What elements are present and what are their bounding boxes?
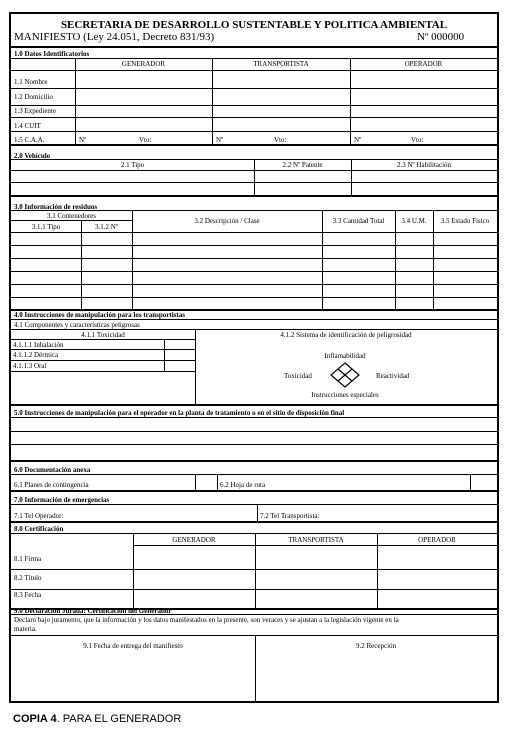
- s1-row-caa: 1.5 C.A.A.: [14, 136, 45, 144]
- s4-components: 4.1 Componentes y características peligrosas: [14, 321, 140, 329]
- s3-um: 3.4 U.M.: [401, 217, 427, 225]
- copy-footer: [13, 713, 181, 725]
- caa-vto-transportista: Vto:: [274, 136, 287, 144]
- s3-descripcion: 3.2 Descripción / Clase: [194, 217, 260, 225]
- section-3-title: 3.0 Información de residuos: [14, 203, 98, 211]
- manifest-number: Nº 000000: [417, 31, 465, 43]
- s1-col-transportista: TRANSPORTISTA: [253, 60, 309, 68]
- section-4-title: 4.0 Instrucciones de manipulación para los transportistas: [14, 311, 185, 319]
- s3-numero: 3.1.2 Nº: [95, 223, 118, 231]
- diamond-top-label: Inflamabilidad: [324, 352, 366, 360]
- divider: [11, 46, 497, 48]
- s3-cantidad: 3.3 Cantidad Total: [332, 217, 385, 225]
- s2-col-tipo: 2.1 Tipo: [120, 161, 145, 169]
- s4-oral: 4.1.1.3 Oral: [13, 362, 47, 370]
- section-7-title: 7.0 Información de emergencias: [14, 496, 110, 504]
- s8-firma: 8.1 Firma: [14, 555, 42, 563]
- hazard-diamond-icon: [330, 362, 360, 388]
- s8-fecha: 8.3 Fecha: [14, 591, 42, 599]
- s3-estado: 3.5 Estado Físico: [440, 217, 490, 225]
- caa-no-operador: Nº: [354, 136, 362, 144]
- s3-tipo: 3.1.1 Tipo: [31, 223, 61, 231]
- s9-declaration-text-2: materia.: [14, 625, 37, 633]
- section-5-title: 5.0 Instrucciones de manipulación para el operador en la planta de tratamiento o en el sitio de disposición final: [14, 409, 345, 417]
- diamond-left-label: Toxicidad: [284, 372, 312, 380]
- diamond-right-label: Reactividad: [376, 372, 410, 380]
- section-6-title: 6.0 Documentación anexa: [14, 466, 91, 474]
- s4-inhalacion: 4.1.1.1 Inhalación: [13, 341, 64, 349]
- diamond-bottom-label: Instrucciones especiales: [311, 391, 379, 399]
- s8-col-generador: GENERADOR: [172, 536, 216, 544]
- s1-col-generador: GENERADOR: [121, 60, 166, 68]
- manifest-title: MANIFIESTO (Ley 24.051, Decreto 831/93): [14, 31, 215, 43]
- s8-col-operador: OPERADOR: [418, 536, 456, 544]
- s6-planes: 6.1 Planes de contingencia: [14, 481, 89, 489]
- s4-sistema: 4.1.2 Sistema de identificación de peligrosidad: [280, 331, 412, 339]
- s2-col-patente: 2.2 Nº Patente: [282, 161, 323, 169]
- copy-destination: . PARA EL GENERADOR: [56, 713, 182, 725]
- s8-titulo: 8.2 Título: [14, 574, 42, 582]
- s4-dermica: 4.1.1.2 Dérmica: [13, 351, 59, 359]
- s9-declaration-text: Declaro bajo juramento, que la información y los datos manifestados en la presente, son veraces y se ajustan a la legislación vigente en la: [14, 616, 399, 624]
- caa-no-transportista: Nº: [216, 136, 224, 144]
- s2-col-habilitacion: 2.3 Nº Habilitación: [396, 161, 452, 169]
- s1-col-operador: OPERADOR: [404, 60, 443, 68]
- s4-toxicidad: 4.1.1 Toxicidad: [81, 331, 125, 339]
- s1-row-domicilio: 1.2 Domicilio: [14, 93, 53, 101]
- s1-row-cuit: 1.4 CUIT: [14, 122, 41, 130]
- s6-hoja-ruta: 6.2 Hoja de ruta: [220, 481, 266, 489]
- s9-recepcion: 9.2 Recepción: [355, 642, 397, 650]
- section-2-title: 2.0 Vehículo: [14, 152, 51, 160]
- s1-row-nombre: 1.1 Nombre: [14, 78, 48, 86]
- caa-no-generador: Nº: [79, 136, 87, 144]
- section-8-title: 8.0 Certificación: [14, 525, 64, 533]
- s1-row-expediente: 1.3 Expediente: [14, 107, 56, 115]
- s9-fecha-entrega: 9.1 Fecha de entrega del manifiesto: [83, 642, 183, 650]
- copy-number: COPIA 4: [13, 713, 57, 725]
- s8-col-transportista: TRANSPORTISTA: [288, 536, 344, 544]
- s7-tel-operador: 7.1 Tel Operador:: [14, 512, 64, 520]
- s7-tel-transportista: 7.2 Tel Transportista:: [260, 512, 320, 520]
- agency-title: SECRETARIA DE DESARROLLO SUSTENTABLE Y POLITICA AMBIENTAL: [60, 19, 448, 31]
- s3-contenedores: 3.1 Contenedores: [47, 212, 96, 220]
- section-9-title: 9.0 Declaración Jurada: Certificación del Generador: [14, 607, 172, 615]
- caa-vto-operador: Vto:: [411, 136, 424, 144]
- section-1-title: 1.0 Datos Identificatorios: [14, 50, 90, 58]
- manifest-form: [9, 12, 499, 703]
- caa-vto-generador: Vto:: [139, 136, 152, 144]
